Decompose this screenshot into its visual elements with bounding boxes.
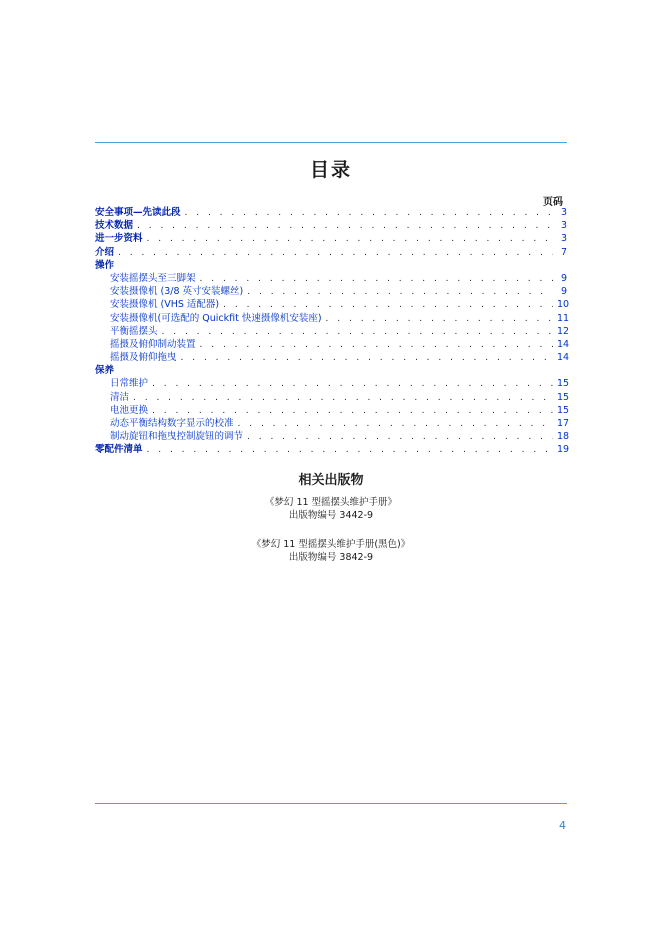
- dot-leader: [147, 444, 553, 457]
- toc-entry-label[interactable]: 安装摄像机(可选配的 Quickfit 快速摄像机安装座): [110, 312, 322, 324]
- dot-leader: [152, 378, 553, 391]
- toc-entry-label[interactable]: 技术数据: [95, 220, 134, 232]
- dot-leader: [181, 352, 553, 365]
- toc-entry-label[interactable]: 安全事项—先读此段: [95, 207, 181, 218]
- toc-entry-label: 操作: [95, 259, 115, 271]
- toc-entry-page[interactable]: 10: [557, 299, 570, 311]
- toc-entry-label[interactable]: 摇摄及俯仰拖曳: [110, 352, 177, 364]
- toc-entry-label[interactable]: 制动旋钮和拖曳控制旋钮的调节: [110, 431, 244, 443]
- toc-entry-label[interactable]: 进一步资料: [95, 233, 143, 245]
- toc-entry[interactable]: [95, 272, 567, 285]
- toc-entry[interactable]: [95, 298, 570, 311]
- toc-entry-page[interactable]: 3: [560, 233, 567, 245]
- toc-entry-page[interactable]: 9: [560, 272, 567, 284]
- toc-entry-label[interactable]: 平衡摇摆头: [110, 325, 158, 337]
- related-publications-title: 相关出版物: [298, 473, 364, 488]
- dot-leader: [200, 273, 553, 286]
- toc-entry[interactable]: [95, 206, 567, 219]
- toc-entry-page[interactable]: 7: [560, 246, 567, 258]
- dot-leader: [133, 392, 553, 405]
- toc-entry-label[interactable]: 动态平衡结构数字显示的校准: [110, 418, 234, 429]
- toc-entry[interactable]: [95, 404, 570, 417]
- toc-entry[interactable]: [95, 232, 567, 245]
- toc-entry-page[interactable]: 11: [557, 312, 570, 324]
- toc-entry[interactable]: [95, 338, 570, 351]
- publication-name: 《梦幻 11 型摇摆头维护手册(黑色)》: [251, 539, 411, 550]
- toc-entry-label[interactable]: 电池更换: [110, 404, 149, 416]
- dot-leader: [185, 207, 553, 220]
- dot-leader: [247, 431, 553, 444]
- table-of-contents: [95, 206, 570, 457]
- publication-number: 出版物编号 3442-9: [288, 509, 374, 521]
- dot-leader: [200, 339, 553, 352]
- dot-leader: [147, 233, 553, 246]
- toc-entry-page[interactable]: 18: [557, 431, 570, 443]
- publication-number: 出版物编号 3842-9: [288, 551, 374, 563]
- toc-entry-page[interactable]: 19: [557, 444, 570, 456]
- toc-entry[interactable]: [95, 219, 567, 232]
- page-number: 4: [559, 819, 566, 832]
- toc-entry[interactable]: [95, 443, 570, 456]
- toc-entry-label: 保养: [95, 365, 115, 377]
- toc-entry[interactable]: [95, 351, 570, 364]
- toc-entry-label[interactable]: 摇摄及俯仰制动装置: [110, 338, 196, 350]
- publication-item: [0, 539, 662, 564]
- dot-leader: [326, 313, 553, 326]
- toc-entry-label[interactable]: 清洁: [110, 391, 130, 403]
- toc-entry-page[interactable]: 3: [560, 207, 567, 218]
- publication-name: 《梦幻 11 型摇摆头维护手册》: [264, 497, 398, 508]
- bottom-divider: [95, 803, 567, 804]
- toc-entry[interactable]: [95, 325, 570, 338]
- toc-entry[interactable]: [95, 377, 570, 390]
- page-title: 目录: [309, 159, 352, 181]
- toc-entry-page[interactable]: 15: [557, 391, 570, 403]
- toc-section-heading: [95, 259, 567, 272]
- toc-entry-page[interactable]: 17: [557, 418, 570, 429]
- toc-entry[interactable]: [95, 246, 567, 259]
- toc-entry-label[interactable]: 安装摇摆头至三脚架: [110, 272, 196, 284]
- toc-entry-label[interactable]: 零配件清单: [95, 444, 143, 456]
- dot-leader: [118, 247, 553, 260]
- toc-entry-page[interactable]: 3: [560, 220, 567, 232]
- page-column-label: 页码: [543, 197, 563, 208]
- dot-leader: [247, 286, 553, 299]
- dot-leader: [238, 418, 553, 431]
- toc-entry-label[interactable]: 介绍: [95, 246, 115, 258]
- toc-entry-label[interactable]: 日常维护: [110, 378, 149, 390]
- dot-leader: [137, 220, 553, 233]
- toc-entry-page[interactable]: 15: [557, 378, 570, 390]
- toc-entry[interactable]: [95, 285, 567, 298]
- toc-entry-label[interactable]: 安装摄像机 (3/8 英寸安装螺丝): [110, 286, 244, 298]
- top-divider: [95, 142, 567, 143]
- toc-entry[interactable]: [95, 312, 570, 325]
- dot-leader: [162, 326, 553, 339]
- toc-entry-page[interactable]: 14: [557, 338, 570, 350]
- toc-entry-page[interactable]: 12: [557, 325, 570, 337]
- toc-section-heading: [95, 364, 567, 377]
- toc-entry-label[interactable]: 安装摄像机 (VHS 适配器): [110, 299, 220, 311]
- toc-entry-page[interactable]: 9: [560, 286, 567, 298]
- toc-entry-page[interactable]: 14: [557, 352, 570, 364]
- publication-item: [0, 497, 662, 522]
- toc-entry[interactable]: [95, 417, 570, 430]
- toc-entry-page[interactable]: 15: [557, 404, 570, 416]
- toc-entry[interactable]: [95, 430, 570, 443]
- toc-entry[interactable]: [95, 391, 570, 404]
